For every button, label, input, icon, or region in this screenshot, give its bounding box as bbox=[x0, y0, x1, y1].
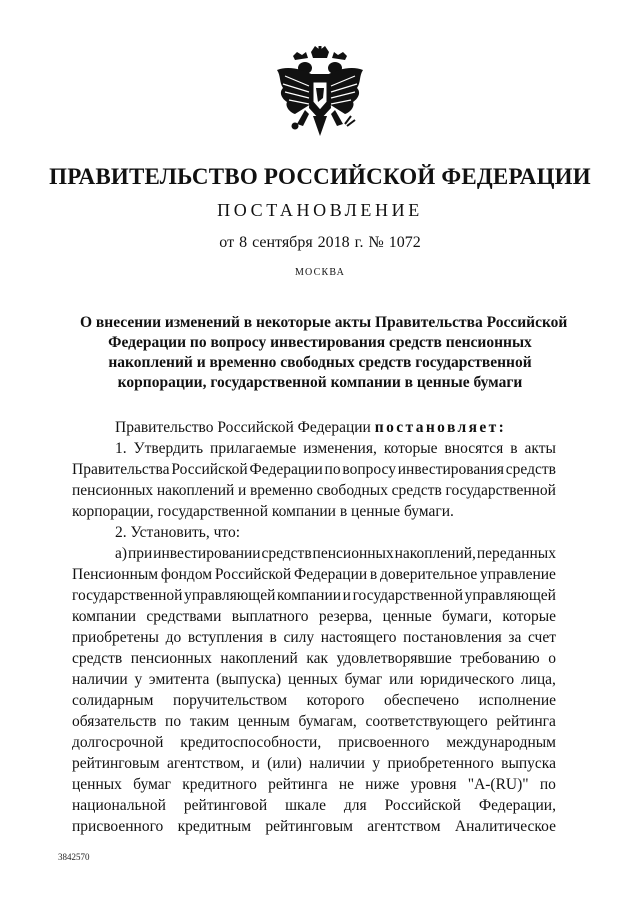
word: до bbox=[165, 629, 182, 646]
word: Российской bbox=[214, 566, 292, 583]
word: а) bbox=[115, 545, 128, 562]
word: акты bbox=[524, 440, 556, 457]
word: ценных bbox=[72, 776, 122, 793]
word: удовлетворявшие bbox=[336, 650, 452, 667]
paragraph-line: 2. Установить, что: bbox=[115, 524, 241, 541]
word: шкале bbox=[285, 797, 326, 814]
word: как bbox=[306, 650, 329, 667]
word: и bbox=[237, 482, 247, 499]
paragraph-line bbox=[72, 627, 556, 648]
word: постановления bbox=[403, 629, 502, 646]
paragraph-line bbox=[72, 480, 556, 501]
word: вносятся bbox=[444, 440, 504, 457]
word: Пенсионным bbox=[72, 566, 159, 583]
word: не bbox=[338, 776, 355, 793]
word: присвоенного bbox=[72, 818, 164, 835]
document-body bbox=[72, 417, 556, 837]
word: которые bbox=[502, 608, 556, 625]
word: наличии bbox=[72, 671, 128, 688]
word: Утвердить bbox=[133, 440, 204, 457]
word: кредитным bbox=[177, 818, 252, 835]
word: бумаг bbox=[133, 776, 171, 793]
paragraph-line bbox=[72, 459, 556, 480]
word: вопросу bbox=[342, 461, 396, 478]
word: выплатного bbox=[231, 608, 309, 625]
paragraph-line bbox=[72, 669, 556, 690]
title-line: накоплений и временно свободных средств государственной bbox=[108, 354, 532, 371]
word: временно bbox=[249, 482, 313, 499]
word: соответствующего bbox=[365, 713, 488, 730]
title-line: Федерации по вопросу инвестирования средств пенсионных bbox=[108, 334, 532, 351]
word: обязательств bbox=[72, 713, 157, 730]
word: требованию bbox=[460, 650, 540, 667]
word: управление bbox=[480, 566, 556, 583]
word: прилагаемые bbox=[210, 440, 297, 457]
word: у bbox=[372, 755, 381, 772]
word: и bbox=[251, 755, 260, 772]
word: управляющей bbox=[184, 587, 276, 604]
word: настоящего bbox=[320, 629, 397, 646]
intro-paragraph bbox=[72, 417, 556, 438]
word: национальной bbox=[72, 797, 166, 814]
word: Российской bbox=[384, 797, 461, 814]
word: для bbox=[343, 797, 367, 814]
word: пенсионных bbox=[312, 545, 394, 562]
word: о bbox=[548, 650, 556, 667]
paragraph-line bbox=[72, 795, 556, 816]
word: инвестировании bbox=[153, 545, 261, 562]
coat-of-arms-emblem-icon bbox=[271, 46, 369, 146]
word: ценные bbox=[382, 608, 432, 625]
word: приобретенного bbox=[387, 755, 494, 772]
word: ценным bbox=[237, 713, 290, 730]
word: наличии bbox=[309, 755, 365, 772]
word: компании bbox=[72, 608, 137, 625]
word: кредитоспособности, bbox=[180, 734, 322, 751]
paragraph-line bbox=[72, 690, 556, 711]
word: ценных bbox=[287, 671, 338, 688]
word: выпуска bbox=[501, 755, 556, 772]
word: при bbox=[127, 545, 153, 562]
word: резерва, bbox=[318, 608, 373, 625]
word: рейтинга bbox=[268, 776, 328, 793]
paragraph-line bbox=[72, 648, 556, 669]
word: кредитного bbox=[182, 776, 257, 793]
word: в bbox=[369, 566, 378, 583]
word: присвоенного bbox=[338, 734, 430, 751]
word: пенсионных bbox=[72, 482, 154, 499]
word: 1. bbox=[115, 440, 127, 457]
word: компании bbox=[277, 587, 342, 604]
word: исполнение bbox=[478, 692, 556, 709]
word: бумаг bbox=[344, 671, 383, 688]
word: Российской bbox=[171, 461, 248, 478]
word: лица, bbox=[520, 671, 556, 688]
word: пенсионных bbox=[130, 650, 212, 667]
word: свободных bbox=[316, 482, 388, 499]
document-place: МОСКВА bbox=[294, 267, 346, 278]
document-footer-code: 3842570 bbox=[58, 852, 90, 862]
word: "A-(RU)" bbox=[467, 776, 529, 793]
paragraph-line bbox=[72, 606, 556, 627]
word: ниже bbox=[365, 776, 400, 793]
word: накоплений, bbox=[394, 545, 476, 562]
word: бумагам, bbox=[298, 713, 357, 730]
word: Федерации, bbox=[478, 797, 556, 814]
document-date-number: от 8 сентября 2018 г. № 1072 bbox=[219, 234, 421, 251]
word: вступления bbox=[187, 629, 263, 646]
word: накоплений bbox=[156, 482, 235, 499]
paragraph-line bbox=[72, 711, 556, 732]
word: Федерации bbox=[249, 461, 323, 478]
paragraph-line bbox=[72, 732, 556, 753]
document-type: ПОСТАНОВЛЕНИЕ bbox=[217, 200, 423, 220]
word: которого bbox=[306, 692, 365, 709]
word: средств bbox=[391, 482, 442, 499]
paragraph-line bbox=[72, 438, 556, 459]
word: государственной bbox=[72, 587, 183, 604]
word: долгосрочной bbox=[72, 734, 164, 751]
word: Правительства bbox=[72, 461, 170, 478]
paragraph-line bbox=[72, 543, 556, 564]
word: уровня bbox=[410, 776, 457, 793]
title-line: О внесении изменений в некоторые акты Правительства Российской bbox=[80, 314, 568, 331]
word: средствами bbox=[146, 608, 222, 625]
word: которые bbox=[383, 440, 438, 457]
word: средств bbox=[72, 650, 123, 667]
word: рейтинга bbox=[496, 713, 556, 730]
word: бумаги, bbox=[442, 608, 492, 625]
word: в bbox=[510, 440, 518, 457]
word: накоплений bbox=[220, 650, 298, 667]
word: приобретены bbox=[72, 629, 159, 646]
word: рейтинговым bbox=[72, 755, 160, 772]
word: Аналитическое bbox=[454, 818, 556, 835]
word: у bbox=[134, 671, 143, 688]
word: изменения, bbox=[303, 440, 377, 457]
word: средств bbox=[505, 461, 556, 478]
paragraph-line bbox=[72, 816, 556, 837]
paragraph-line bbox=[72, 753, 556, 774]
word: инвестирования bbox=[397, 461, 504, 478]
word: поручительством bbox=[173, 692, 288, 709]
word: агентством bbox=[367, 818, 441, 835]
paragraph-line bbox=[72, 774, 556, 795]
word: Федерации bbox=[293, 566, 368, 583]
word: эмитента bbox=[148, 671, 210, 688]
word: по bbox=[539, 776, 556, 793]
word: или bbox=[389, 671, 414, 688]
intro-verb: постановляет: bbox=[374, 419, 507, 436]
word: солидарным bbox=[72, 692, 154, 709]
title-line: корпорации, государственной компании в ценные бумаги bbox=[117, 374, 523, 391]
word: по bbox=[165, 713, 182, 730]
word: таким bbox=[189, 713, 230, 730]
paragraph-line: корпорации, государственной компании в ценные бумаги. bbox=[72, 503, 454, 520]
word: и bbox=[342, 587, 351, 604]
word: за bbox=[508, 629, 522, 646]
word: в bbox=[269, 629, 277, 646]
word: юридического bbox=[420, 671, 515, 688]
word: доверительное bbox=[379, 566, 478, 583]
word: средств bbox=[261, 545, 312, 562]
word: государственной bbox=[445, 482, 556, 499]
document-title bbox=[80, 313, 568, 393]
word: рейтинговым bbox=[265, 818, 353, 835]
word: (или) bbox=[267, 755, 302, 772]
word: управляющей bbox=[464, 587, 556, 604]
government-name: ПРАВИТЕЛЬСТВО РОССИЙСКОЙ ФЕДЕРАЦИИ bbox=[49, 164, 591, 189]
word: (выпуска) bbox=[216, 671, 282, 688]
word: силу bbox=[283, 629, 315, 646]
paragraph-line bbox=[72, 564, 556, 585]
word: фондом bbox=[160, 566, 213, 583]
word: государственной bbox=[352, 587, 464, 604]
word: агентством, bbox=[166, 755, 245, 772]
word: обеспечено bbox=[383, 692, 460, 709]
intro-prefix: Правительство Российской Федерации bbox=[115, 419, 371, 436]
word: по bbox=[324, 461, 341, 478]
word: рейтинговой bbox=[183, 797, 268, 814]
word: переданных bbox=[476, 545, 556, 562]
word: международным bbox=[446, 734, 556, 751]
word: счет bbox=[527, 629, 556, 646]
paragraph-line bbox=[72, 585, 556, 606]
